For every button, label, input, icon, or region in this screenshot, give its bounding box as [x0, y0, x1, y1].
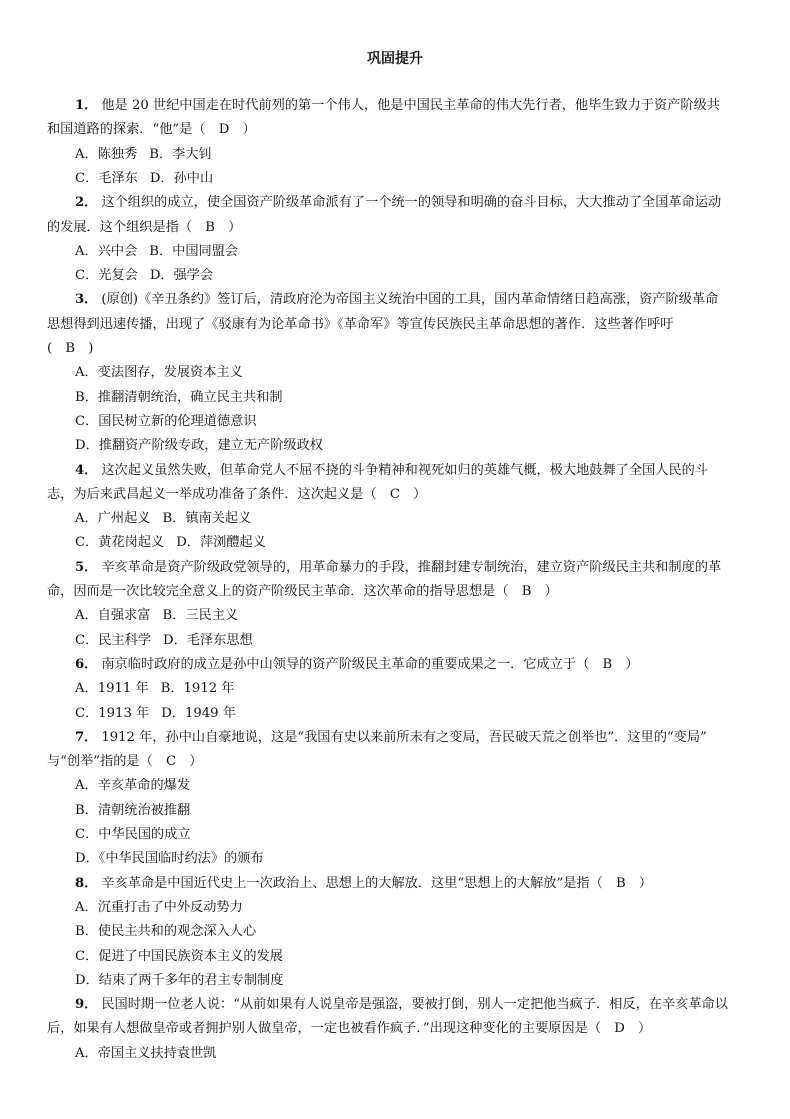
answer-option: C．民主科学 — [75, 632, 152, 648]
question-line — [75, 874, 652, 894]
option-row — [75, 679, 234, 699]
option-row — [75, 533, 266, 553]
answer-option: C．毛泽东 — [75, 170, 138, 186]
question-line — [75, 96, 720, 116]
answer-option: B．李大钊 — [149, 146, 212, 162]
question-text: 辛亥革命是资产阶级政党领导的，用革命暴力的手段，推翻封建专制统治，建立资产阶级民主共和制度的革 — [101, 559, 722, 575]
question-line — [75, 655, 639, 675]
option-row — [75, 704, 236, 724]
question-text: 民国时期一位老人说：“从前如果有人说皇帝是强盗，要被打倒，别人一定把他当疯子．相反，在辛亥革命以 — [101, 997, 728, 1013]
answer-option: B．使民主共和的观念深入人心 — [75, 924, 257, 940]
question-line — [75, 995, 728, 1015]
answer-option: A．1911 年 — [75, 681, 149, 697]
question-text: 与“创举”指的是（ C ） — [47, 754, 203, 770]
answer-option: A．变法图存，发展资本主义 — [75, 365, 243, 381]
option-row — [75, 898, 243, 918]
option-row — [75, 947, 283, 967]
question-text: ( B ) — [47, 341, 94, 356]
answer-option: A．帝国主义扶持袁世凯 — [75, 1045, 217, 1061]
question-text: 1912 年，孙中山自豪地说，这是“我国有史以来前所未有之变局，吾民破天荒之创举也”．这里的“变局” — [101, 729, 707, 745]
question-text: 和国道路的探索．“他”是（ D ） — [47, 122, 256, 138]
option-row — [75, 363, 243, 383]
question-line — [47, 218, 241, 238]
question-text: 后，如果有人想做皇帝或者拥护别人做皇帝，一定也被看作疯子．”出现这种变化的主要原因是（ D ） — [47, 1021, 652, 1037]
answer-option: A．广州起义 — [75, 511, 151, 527]
option-row — [75, 242, 238, 262]
question-line — [75, 290, 718, 310]
page-title: 巩固提升 — [367, 51, 423, 67]
answer-option: D．孙中山 — [149, 170, 214, 186]
question-text: (原创)《辛丑条约》签订后，清政府沦为帝国主义统治中国的工具，国内革命情绪日趋高涨，资产阶级革命 — [101, 292, 719, 308]
question-number: 2． — [75, 195, 98, 211]
answer-option: B．镇南关起义 — [162, 511, 252, 527]
answer-option: D．萍浏醴起义 — [176, 535, 266, 551]
question-line — [75, 193, 721, 213]
answer-option: C．黄花岗起义 — [75, 535, 165, 551]
option-row — [75, 801, 190, 821]
option-row — [75, 388, 283, 408]
question-line — [47, 582, 558, 602]
answer-option: D．推翻资产阶级专政，建立无产阶级政权 — [75, 438, 323, 454]
answer-option: B．推翻清朝统治，确立民主共和制 — [75, 389, 283, 405]
option-row — [75, 266, 213, 286]
question-line — [47, 752, 202, 772]
answer-option: A．兴中会 — [75, 243, 138, 259]
question-number: 7． — [75, 729, 98, 745]
answer-option: A．辛亥革命的爆发 — [75, 778, 191, 794]
answer-option: B．三民主义 — [162, 608, 239, 624]
question-text: 的发展．这个组织是指（ B ） — [47, 219, 242, 235]
question-text: 志，为后来武昌起义一举成功准备了条件．这次起义是（ C ） — [47, 486, 427, 502]
option-row — [75, 169, 213, 189]
question-number: 9． — [75, 997, 98, 1013]
answer-option: D．结束了两千多年的君主专制制度 — [75, 972, 284, 988]
option-row — [75, 1044, 216, 1064]
option-row — [75, 606, 238, 626]
answer-option: D．1949 年 — [161, 705, 236, 721]
question-line — [47, 315, 673, 335]
question-text: 这次起义虽然失败，但革命党人不屈不挠的斗争精神和视死如归的英雄气概，极大地鼓舞了全国人民的斗 — [101, 462, 708, 478]
option-row — [75, 776, 190, 796]
question-line — [75, 558, 721, 578]
answer-option: A．沉重打击了中外反动势力 — [75, 899, 243, 915]
answer-option: B．1912 年 — [160, 681, 235, 697]
option-row — [75, 509, 251, 529]
answer-option: C．促进了中国民族资本主义的发展 — [75, 948, 283, 964]
option-row — [75, 412, 257, 432]
answer-option: B．中国同盟会 — [149, 243, 239, 259]
question-number: 4． — [75, 462, 98, 478]
answer-option: A．自强求富 — [75, 608, 151, 624]
answer-option: C．1913 年 — [75, 705, 150, 721]
question-number: 1． — [75, 98, 98, 113]
answer-option: C．国民树立新的伦理道德意识 — [75, 413, 257, 429]
question-number: 8． — [75, 875, 98, 891]
answer-option: D．毛泽东思想 — [163, 632, 253, 648]
option-row — [75, 825, 191, 845]
question-line — [75, 461, 708, 481]
question-line — [47, 485, 426, 505]
answer-option: C．光复会 — [75, 268, 138, 284]
question-text: 命，因而是一次比较完全意义上的资产阶级民主革命．这次革命的指导思想是（ B ） — [47, 584, 558, 599]
question-text: 辛亥革命是中国近代史上一次政治上、思想上的大解放．这里“思想上的大解放”是指（ B ） — [101, 875, 653, 891]
question-number: 5． — [75, 559, 98, 575]
question-line — [47, 120, 256, 140]
answer-option: D．强学会 — [149, 268, 214, 284]
question-text: 他是 20 世纪中国走在时代前列的第一个伟人，他是中国民主革命的伟大先行者，他毕生致力于资产阶级共 — [101, 98, 720, 113]
question-text: 思想得到迅速传播，出现了《驳康有为论革命书》《革命军》等宣传民族民主革命思想的著作．这些著作呼吁 — [47, 316, 674, 332]
option-row — [75, 922, 256, 942]
option-row — [75, 631, 253, 651]
answer-option: A．陈独秀 — [75, 146, 138, 162]
answer-option: D．《中华民国临时约法》的颁布 — [75, 851, 264, 867]
question-line — [75, 728, 707, 748]
question-line — [47, 1019, 651, 1039]
answer-option: C．中华民国的成立 — [75, 827, 191, 842]
question-text: 南京临时政府的成立是孙中山领导的资产阶级民主革命的重要成果之一．它成立于（ B ） — [101, 656, 639, 672]
question-number: 6． — [75, 656, 98, 672]
answer-option: B．清朝统治被推翻 — [75, 802, 191, 818]
question-line — [47, 339, 93, 359]
option-row — [75, 971, 283, 991]
question-number: 3． — [75, 292, 98, 308]
option-row — [75, 436, 323, 456]
question-text: 这个组织的成立，使全国资产阶级革命派有了一个统一的领导和明确的奋斗目标，大大推动了全国革命运动 — [101, 195, 722, 211]
option-row — [75, 145, 212, 165]
option-row — [75, 849, 264, 869]
